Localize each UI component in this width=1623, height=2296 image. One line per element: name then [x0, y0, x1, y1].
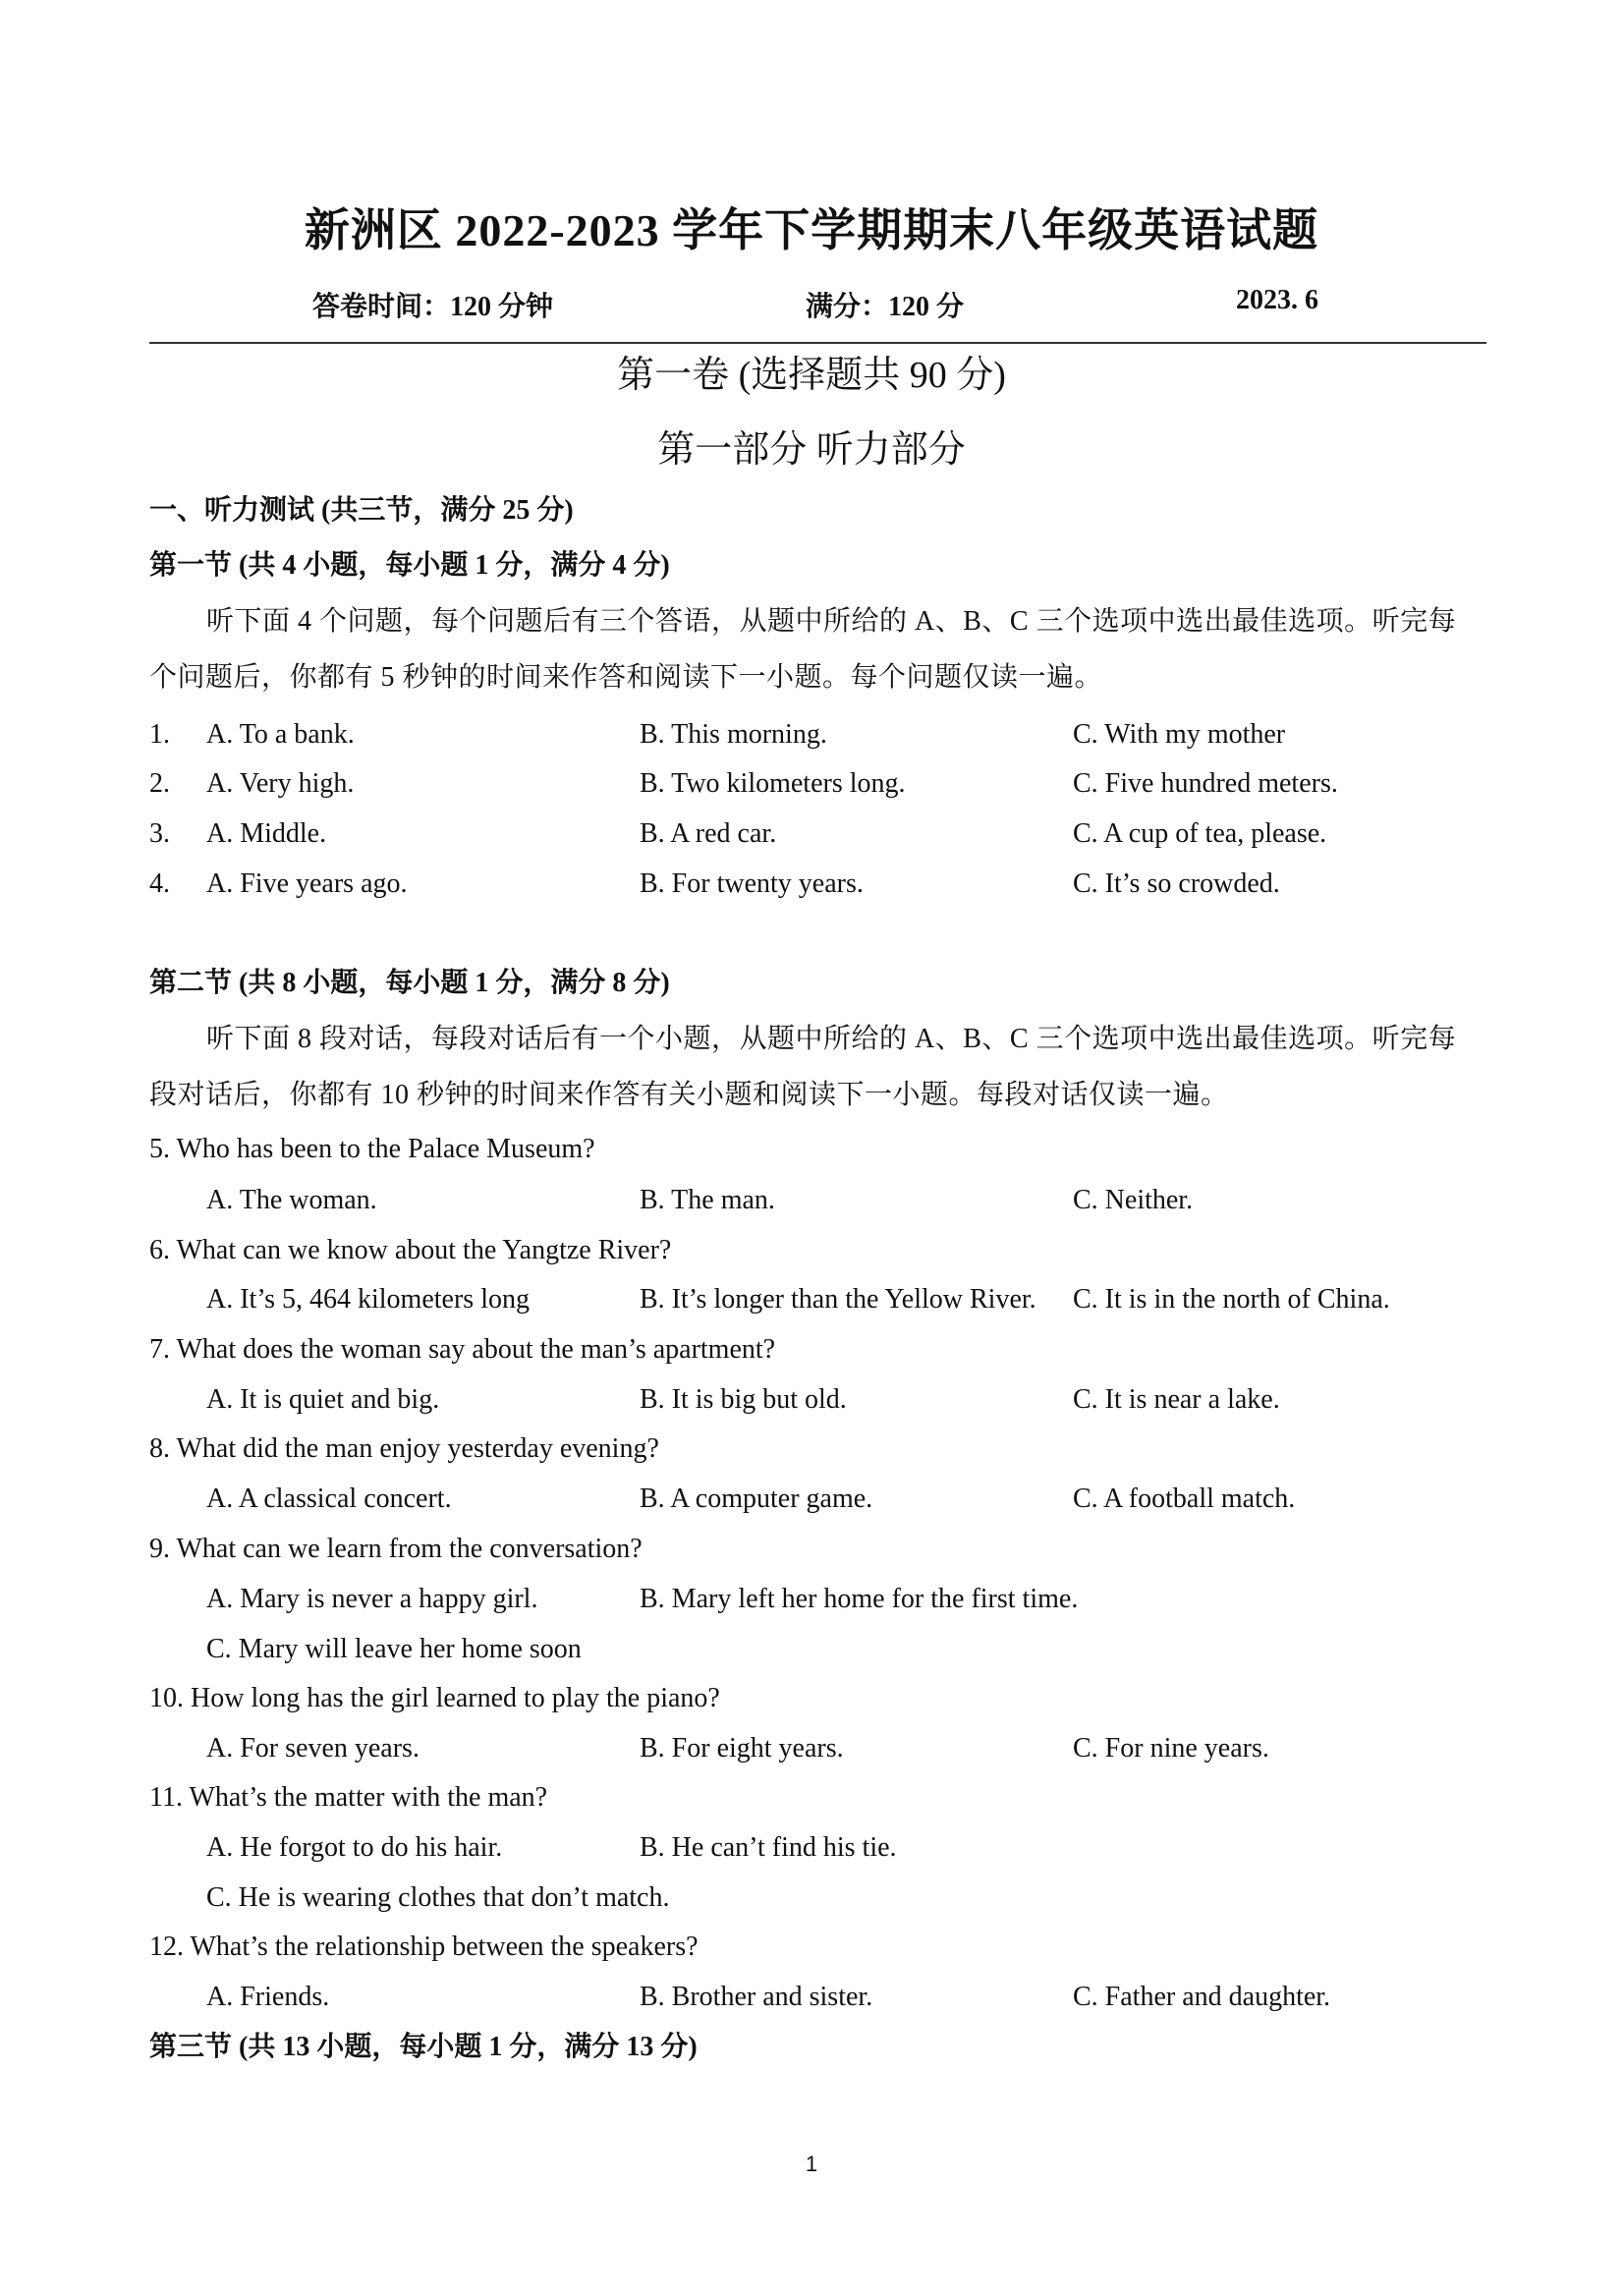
part-title: 第一部分 听力部分: [657, 429, 966, 471]
option-c: C. With my mother: [1073, 719, 1286, 750]
option-c: C. A cup of tea, please.: [1073, 818, 1327, 849]
section2-instructions-line1: 听下面 8 段对话，每段对话后有一个小题，从题中所给的 A、B、C 三个选项中选出最佳选项。听完每: [206, 1024, 1457, 1054]
option-c: C. It is near a lake.: [1073, 1384, 1280, 1415]
option-c: C. He is wearing clothes that don’t match.: [206, 1882, 670, 1913]
question-text: 10. How long has the girl learned to play the piano?: [149, 1683, 720, 1713]
option-c: C. Neither.: [1073, 1185, 1194, 1215]
option-b: B. This morning.: [640, 719, 827, 750]
option-c: C. It is in the north of China.: [1073, 1284, 1390, 1315]
option-c: C. Father and daughter.: [1073, 1982, 1331, 2012]
option-b: B. For eight years.: [640, 1733, 844, 1764]
option-b: B. For twenty years.: [640, 868, 864, 899]
option-b: B. It’s longer than the Yellow River.: [640, 1284, 1036, 1315]
option-b: B. A computer game.: [640, 1484, 873, 1514]
question-text: 11. What’s the matter with the man?: [149, 1782, 548, 1813]
page-number: 1: [805, 2152, 818, 2176]
section1-instructions-line2: 个问题后，你都有 5 秒钟的时间来作答和阅读下一小题。每个问题仅读一遍。: [149, 662, 1103, 693]
section3-heading: 第三节 (共 13 小题，每小题 1 分，满分 13 分): [149, 2032, 698, 2062]
section2-heading: 第二节 (共 8 小题，每小题 1 分，满分 8 分): [149, 968, 670, 998]
option-c: C. It’s so crowded.: [1073, 868, 1280, 899]
option-a: A. Mary is never a happy girl.: [206, 1584, 538, 1614]
exam-title: 新洲区 2022-2023 学年下学期期末八年级英语试题: [304, 205, 1319, 255]
question-number: 2.: [149, 768, 170, 799]
option-c: C. Mary will leave her home soon: [206, 1634, 582, 1664]
question-text: 6. What can we know about the Yangtze River?: [149, 1235, 672, 1265]
option-b: B. He can’t find his tie.: [640, 1832, 897, 1863]
exam-score: 满分：120 分: [806, 292, 965, 322]
question-text: 12. What’s the relationship between the speakers?: [149, 1932, 699, 1962]
section2-instructions-line2: 段对话后，你都有 10 秒钟的时间来作答有关小题和阅读下一小题。每段对话仅读一遍。: [149, 1080, 1229, 1110]
option-b: B. A red car.: [640, 818, 777, 849]
option-c: C. A football match.: [1073, 1484, 1296, 1514]
volume-title: 第一卷 (选择题共 90 分): [617, 355, 1006, 396]
section1-instructions-line1: 听下面 4 个问题，每个问题后有三个答语，从题中所给的 A、B、C 三个选项中选出最佳选项。听完每: [206, 606, 1457, 637]
option-a: A. A classical concert.: [206, 1484, 452, 1514]
option-a: A. For seven years.: [206, 1733, 420, 1764]
option-a: A. The woman.: [206, 1185, 377, 1215]
option-a: A. It is quiet and big.: [206, 1384, 440, 1415]
option-c: C. Five hundred meters.: [1073, 768, 1338, 799]
question-number: 1.: [149, 719, 170, 750]
option-b: B. It is big but old.: [640, 1384, 847, 1415]
option-a: A. It’s 5, 464 kilometers long: [206, 1284, 530, 1315]
question-text: 5. Who has been to the Palace Museum?: [149, 1134, 595, 1164]
question-text: 9. What can we learn from the conversation?: [149, 1534, 643, 1564]
option-b: B. Brother and sister.: [640, 1982, 873, 2012]
question-number: 3.: [149, 818, 170, 849]
option-b: B. Two kilometers long.: [640, 768, 906, 799]
option-b: B. Mary left her home for the first time.: [640, 1584, 1079, 1614]
exam-time: 答卷时间：120 分钟: [312, 292, 554, 322]
option-a: A. To a bank.: [206, 719, 355, 750]
option-a: A. Friends.: [206, 1982, 330, 2012]
option-a: A. Five years ago.: [206, 868, 408, 899]
option-b: B. The man.: [640, 1185, 775, 1215]
exam-date: 2023. 6: [1236, 285, 1318, 315]
question-number: 4.: [149, 868, 170, 899]
option-c: C. For nine years.: [1073, 1733, 1269, 1764]
option-a: A. Middle.: [206, 818, 327, 849]
option-a: A. He forgot to do his hair.: [206, 1832, 503, 1863]
option-a: A. Very high.: [206, 768, 355, 799]
question-text: 8. What did the man enjoy yesterday evening?: [149, 1433, 659, 1464]
section1-heading: 第一节 (共 4 小题，每小题 1 分，满分 4 分): [149, 550, 670, 581]
question-text: 7. What does the woman say about the man’s apartment?: [149, 1334, 776, 1365]
section-main-heading: 一、听力测试 (共三节，满分 25 分): [149, 495, 574, 526]
